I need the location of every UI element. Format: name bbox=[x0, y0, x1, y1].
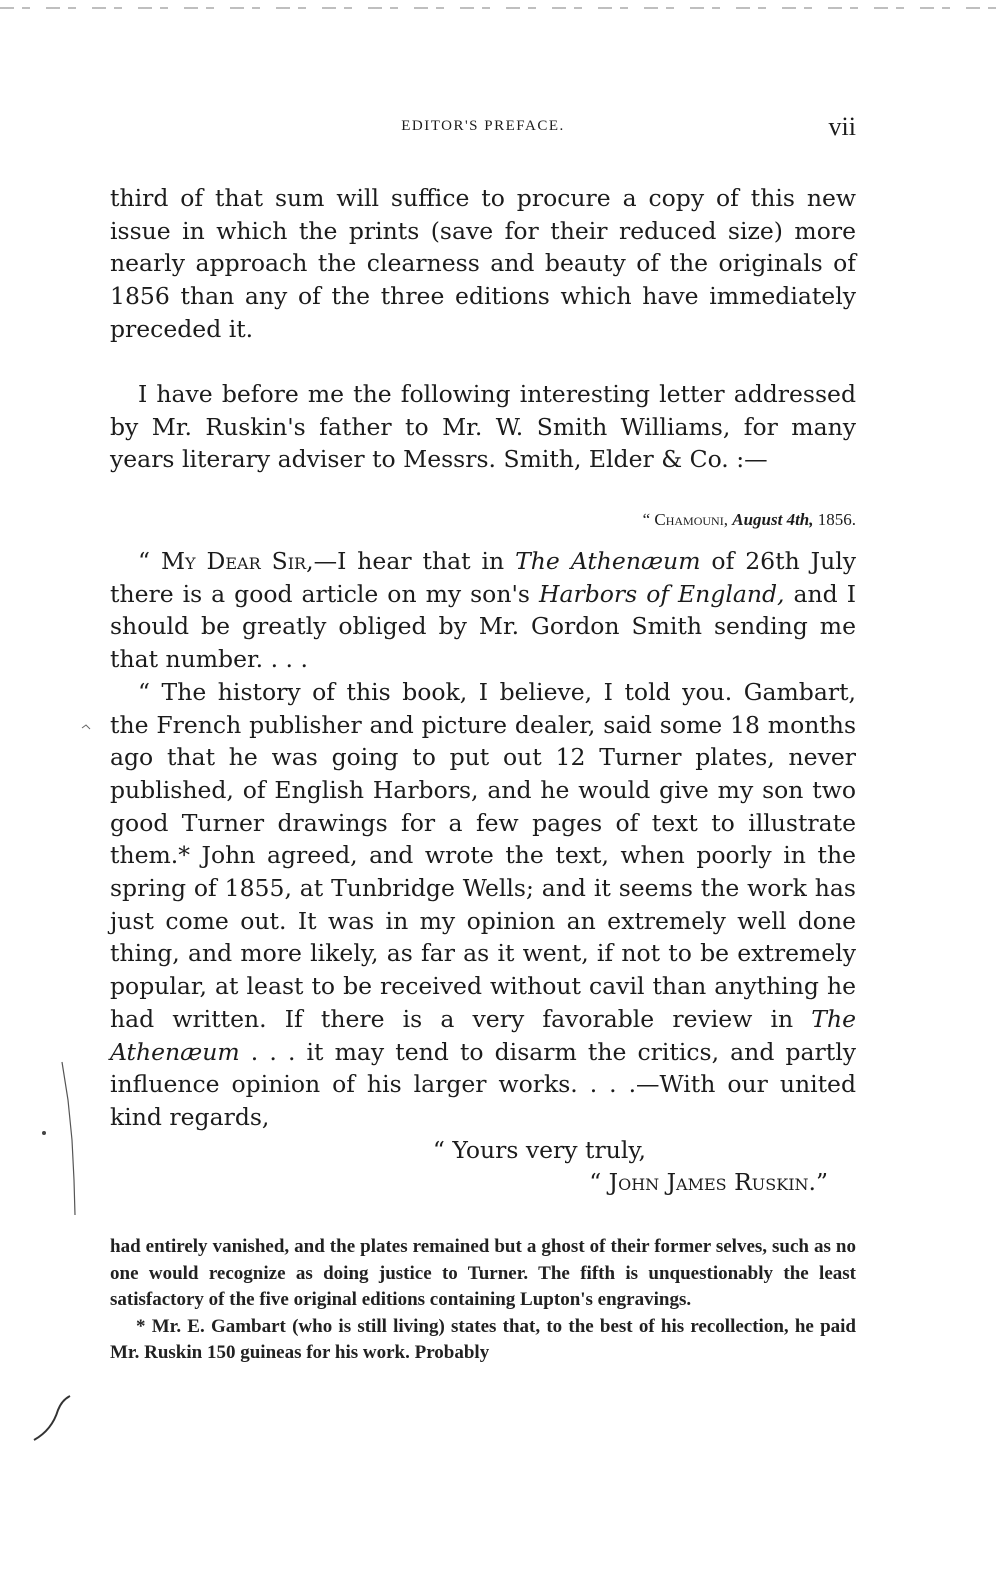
pencil-line-mark bbox=[62, 1062, 75, 1215]
paragraph-text: third of that sum will suffice to procure a copy of this new issue in which the prints (save for their reduced size) more nearly approach the clearness and beauty of the originals of 1856 than any of the three editions which have immediately preceded it. bbox=[110, 184, 856, 343]
ink-dot-mark bbox=[42, 1131, 46, 1135]
letter-text: and I should be greatly obliged by Mr. Gordon Smith sending me that number. . . . bbox=[110, 579, 856, 674]
running-title: EDITOR'S PREFACE. bbox=[401, 118, 565, 134]
letter-text: “ The history of this book, I believe, I told you. Gambart, the French publisher and picture dealer, said some 18 months ago that he was going to put out 12 Turner plates, never published, of English Harbors, and he would give my son two good Turner drawings for a few pages of text to illustrate them.* John agreed, and wrote the text, when poorly in the spring of 1855, at Tunbridge Wells; and it seems the work has just come out. It was in my opinion an extremely well done thing, and more likely, as far as it went, if not to be extremely popular, at least to be received without cavil than anything he had written. If there is a very favorable review in bbox=[110, 677, 856, 1033]
footnote-continued: had entirely vanished, and the plates remained but a ghost of their former selves, such as no one would recognize as doing justice to Turner. The fifth is unquestionably the least satisfactory of the five original editions containing Lupton's engravings. bbox=[110, 1236, 856, 1310]
ink-tick-mark bbox=[82, 725, 90, 729]
letter-paragraph-2 bbox=[110, 676, 856, 1134]
letter-body bbox=[110, 545, 856, 1199]
body-paragraph-1 bbox=[110, 182, 856, 346]
letter-text: —I hear that in bbox=[313, 547, 516, 575]
letter-signature: “ John James Ruskin.” bbox=[589, 1168, 828, 1197]
footnotes bbox=[110, 1234, 856, 1367]
page-header bbox=[110, 112, 856, 142]
dateline-year: 1856. bbox=[817, 510, 856, 529]
paragraph-text: I have before me the following interesting letter addressed by Mr. Ruskin's father to Mr. W. Smith Williams, for many years literary adviser to Messrs. Smith, Elder & Co. :— bbox=[110, 380, 856, 474]
page-number: vii bbox=[828, 112, 856, 141]
book-title: The Athenæum bbox=[110, 1004, 856, 1066]
dateline-place: “ Chamouni, bbox=[642, 510, 728, 529]
letter-paragraph-1 bbox=[110, 545, 856, 676]
book-title: Harbors of England, bbox=[538, 579, 785, 608]
letter-text: . . . it may tend to disarm the critics, and partly influence opinion of his larger works. . . .—With our united kind regards, bbox=[110, 1037, 856, 1131]
book-title: The Athenæum bbox=[515, 547, 701, 575]
letter-salutation: “ My Dear Sir, bbox=[138, 547, 314, 575]
footnote-gambart: * Mr. E. Gambart (who is still living) states that, to the best of his recollection, he paid Mr. Ruskin 150 guineas for his work. Probably bbox=[110, 1315, 856, 1363]
letter-dateline bbox=[643, 510, 856, 530]
letter-text: of 26th July there is a good article on my son's bbox=[110, 547, 857, 608]
margin-pencil-marks bbox=[0, 0, 120, 1570]
scan-edge-marks bbox=[0, 7, 1000, 9]
dateline-date: August 4th, bbox=[732, 510, 814, 529]
ink-flourish-mark bbox=[34, 1396, 70, 1440]
letter-closing: “ Yours very truly, bbox=[432, 1135, 646, 1164]
body-paragraph-2 bbox=[110, 378, 856, 476]
